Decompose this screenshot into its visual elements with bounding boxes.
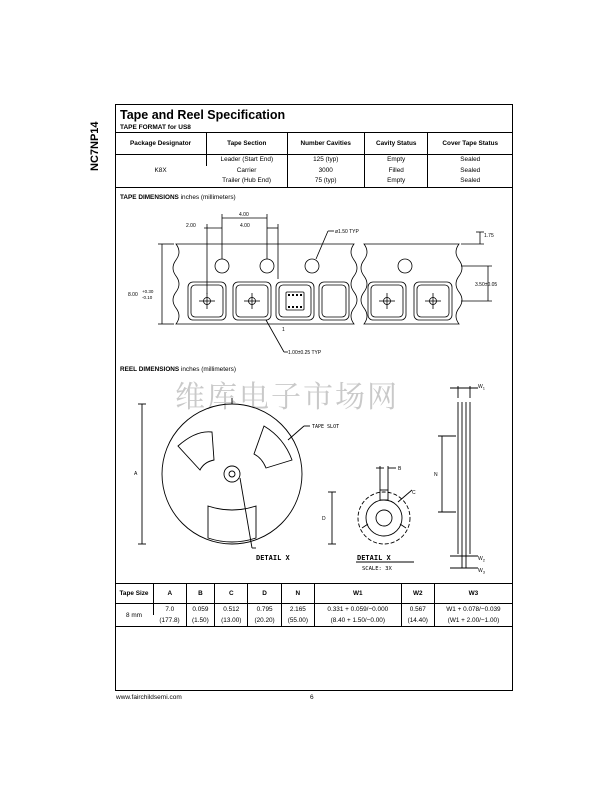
table-cell: Carrier	[236, 166, 257, 174]
dim-a: A	[134, 471, 138, 477]
table-cell: (8.40 + 1.50/−0.00)	[314, 615, 401, 627]
dim-c: C	[412, 490, 416, 496]
th-package: Package Designator	[115, 133, 207, 155]
table-cell: 7.0	[154, 604, 187, 616]
th-n: N	[281, 584, 314, 604]
part-number-side-label: NC7NP14	[89, 121, 101, 171]
table-cell: Trailer (Hub End)	[207, 176, 287, 187]
tape-slot-label: TAPE SLOT	[312, 424, 340, 430]
dim-n: N	[434, 472, 438, 478]
detail-x-scale: SCALE: 3X	[362, 566, 392, 572]
dim-b: B	[398, 466, 402, 472]
dim-thickness: 1.00±0.25 TYP	[288, 350, 322, 356]
table-cell: Sealed	[428, 155, 512, 166]
th-tape-size: Tape Size	[115, 584, 154, 604]
page-number: 6	[310, 694, 314, 701]
table-cell: 0.567	[401, 604, 434, 616]
dim-pitch4: 4.00	[240, 223, 250, 229]
table-cell: (14.40)	[401, 615, 434, 627]
table-cell: 2.165	[281, 604, 314, 616]
dim-hole-dia: ø1.50 TYP	[335, 229, 359, 235]
tape-format-table	[115, 132, 512, 188]
dim-w2: $W_2$	[478, 556, 485, 563]
dim-d: D	[322, 516, 326, 522]
th-w3: W3	[434, 584, 512, 604]
th-d: D	[248, 584, 281, 604]
table-cell: Empty	[364, 155, 428, 166]
dim-pitch4-top: 4.00	[239, 212, 249, 218]
table-cell: (W1 + 2.00/−1.00)	[434, 615, 512, 627]
table-cell: (20.20)	[248, 615, 281, 627]
table-cell: W1 + 0.078/−0.039	[434, 604, 512, 616]
table-cell: 0.331 + 0.059/−0.000	[314, 604, 401, 616]
table-cell: (177.8)	[154, 615, 187, 627]
tape-format-label: TAPE FORMAT for US8	[120, 124, 191, 131]
table-cell: Sealed	[428, 166, 512, 177]
detail-x-callout: DETAIL X	[256, 554, 290, 562]
watermark: 维库电子市场网	[175, 380, 399, 415]
table-cell: (1.50)	[186, 615, 215, 627]
table-cell: Filled	[364, 166, 428, 177]
dim-width: 8.00	[128, 292, 138, 298]
table-cell: Empty	[364, 176, 428, 187]
th-cavity-status: Cavity Status	[364, 133, 428, 155]
page-title: Tape and Reel Specification	[120, 108, 286, 122]
table-cell: 75 (typ)	[287, 176, 364, 187]
table-cell: Leader (Start End)	[207, 155, 287, 166]
table-cell: 125 (typ)	[287, 155, 364, 166]
dim-edge: 1.75	[484, 233, 494, 239]
detail-x-title: DETAIL X	[357, 554, 391, 562]
dim-width-plus: +0.30	[142, 289, 154, 294]
dim-w1: $W_1$	[478, 384, 485, 391]
th-b: B	[186, 584, 215, 604]
th-cavities: Number Cavities	[287, 133, 364, 155]
tape-dimensions-heading: TAPE DIMENSIONS inches (millimeters)	[120, 194, 236, 201]
tape-diagram	[116, 204, 512, 364]
table-cell: (13.00)	[215, 615, 248, 627]
reel-dimensions-heading: REEL DIMENSIONS inches (millimeters)	[120, 366, 237, 373]
table-cell: Sealed	[428, 176, 512, 187]
th-c: C	[215, 584, 248, 604]
footer-website-link[interactable]: www.fairchildsemi.com	[116, 694, 182, 701]
table-cell: (55.00)	[281, 615, 314, 627]
table-cell: 0.059	[186, 604, 215, 616]
th-a: A	[154, 584, 187, 604]
th-cover-status: Cover Tape Status	[428, 133, 512, 155]
table-cell: 3000	[287, 166, 364, 177]
dim-pitch2: 2.00	[186, 223, 196, 229]
th-section: Tape Section	[207, 133, 287, 155]
table-cell: 0.795	[248, 604, 281, 616]
th-w2: W2	[401, 584, 434, 604]
reel-diagram	[116, 378, 512, 578]
reel-dimensions-table	[115, 583, 512, 627]
dim-w3: $W_3$	[478, 568, 485, 575]
tape-size-cell: 8 mm	[115, 604, 154, 627]
package-designator: K8X	[115, 155, 207, 188]
table-cell: 0.512	[215, 604, 248, 616]
pin1-label: 1	[282, 327, 285, 333]
dim-offset: 3.50±0.05	[475, 282, 498, 288]
dim-width-minus: -0.10	[142, 295, 153, 300]
th-w1: W1	[314, 584, 401, 604]
